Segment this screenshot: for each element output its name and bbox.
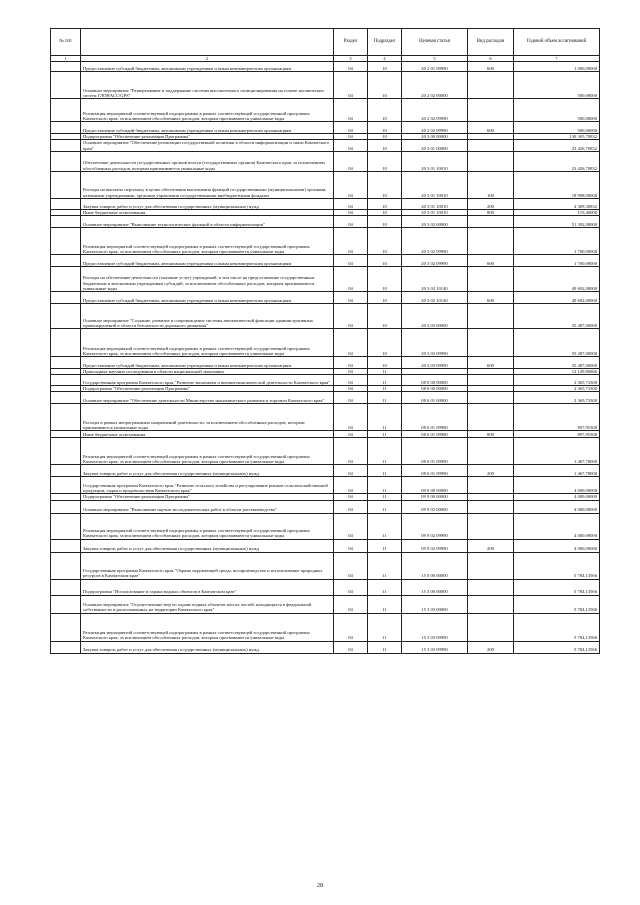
table-row	[51, 122, 600, 134]
row-num-cell	[51, 198, 81, 209]
row-target-cell: 09 9 02 09990	[402, 539, 468, 552]
row-expense-cell	[468, 513, 514, 539]
row-name-cell: Предоставление субсидий бюджетным, автономным учреждениям и иным некоммерческим организациям	[81, 357, 334, 369]
row-section-cell: 04	[334, 255, 368, 267]
row-section-cell: 04	[334, 216, 368, 228]
row-target-cell: 20 3 02 10140	[402, 267, 468, 292]
row-target-cell: 20 3 02 09990	[402, 228, 468, 255]
row-volume-cell: 49 692,00000	[514, 267, 600, 292]
row-section-cell: 04	[334, 539, 368, 552]
row-section-cell: 04	[334, 579, 368, 595]
row-volume-cell: 2 365,73300	[514, 375, 600, 386]
row-subsection-cell: 11	[368, 369, 402, 375]
row-expense-cell	[468, 140, 514, 151]
row-section-cell: 04	[334, 151, 368, 171]
row-volume-cell: 55 487,00000	[514, 304, 600, 329]
row-name-cell: Предоставление субсидий бюджетным, автономным учреждениям и иным некоммерческим организациям	[81, 292, 334, 304]
table-row	[51, 465, 600, 477]
row-target-cell: 08 6 01 09990	[402, 465, 468, 477]
table-row	[51, 552, 600, 579]
table-row	[51, 216, 600, 228]
row-expense-cell: 200	[468, 641, 514, 653]
row-expense-cell	[468, 477, 514, 494]
column-index: 4	[368, 56, 402, 62]
row-volume-cell: 55 487,00000	[514, 357, 600, 369]
row-expense-cell	[468, 595, 514, 613]
row-subsection-cell: 10	[368, 228, 402, 255]
row-target-cell: 20 2 02 09990	[402, 99, 468, 122]
row-target-cell: 20 3 03 09990	[402, 357, 468, 369]
row-section-cell: 04	[334, 513, 368, 539]
row-name-cell: Основное мероприятие "Обеспечение реализации государственной политики в области информатизации и связи Камчатского края"	[81, 140, 334, 151]
row-section-cell: 04	[334, 198, 368, 209]
row-num-cell	[51, 595, 81, 613]
row-volume-cell: 119,40000	[514, 209, 600, 215]
header-volume: Годовой объем ассигнований	[514, 29, 600, 56]
row-volume-cell: 49 692,00000	[514, 292, 600, 304]
row-volume-cell: 5 784,13566	[514, 641, 600, 653]
row-expense-cell	[468, 375, 514, 386]
table-row	[51, 438, 600, 465]
row-subsection-cell: 10	[368, 99, 402, 122]
row-subsection-cell: 10	[368, 72, 402, 99]
row-subsection-cell: 10	[368, 292, 402, 304]
row-subsection-cell: 11	[368, 579, 402, 595]
row-name-cell: Основное мероприятие "Развертывание и поддержание системы высокоточного позиционирования на основе космических систем ГЛОНАСС/GPS"	[81, 72, 334, 99]
row-num-cell	[51, 404, 81, 431]
table-row	[51, 392, 600, 404]
row-num-cell	[51, 539, 81, 552]
row-volume-cell: 897,95300	[514, 404, 600, 431]
row-section-cell: 04	[334, 386, 368, 392]
row-section-cell: 04	[334, 171, 368, 198]
row-section-cell: 04	[334, 209, 368, 215]
table-row	[51, 292, 600, 304]
row-expense-cell	[468, 151, 514, 171]
row-volume-cell: 4 000,00000	[514, 500, 600, 513]
row-name-cell: Расходы на обеспечение деятельности (оказание услуг) учреждений, в том числе на предоставление государственным бюджетным и автономным учреждениям субсидий, за исключением обособленных расходов, которым присваиваются уникальные коды	[81, 267, 334, 292]
row-volume-cell: 4 000,00000	[514, 539, 600, 552]
row-target-cell: 20 3 02 09990	[402, 255, 468, 267]
row-num-cell	[51, 357, 81, 369]
column-index: 6	[468, 56, 514, 62]
row-volume-cell: 2 365,73300	[514, 392, 600, 404]
row-target-cell: 20 3 01 10010	[402, 209, 468, 215]
table-row	[51, 99, 600, 122]
row-target-cell: 20 2 02 00000	[402, 72, 468, 99]
table-row	[51, 228, 600, 255]
row-num-cell	[51, 552, 81, 579]
row-section-cell: 04	[334, 641, 368, 653]
row-name-cell: Подпрограмма "Обеспечение реализации Программы"	[81, 134, 334, 140]
row-num-cell	[51, 122, 81, 134]
row-volume-cell: 23 426,70832	[514, 151, 600, 171]
row-subsection-cell: 10	[368, 171, 402, 198]
table-row	[51, 641, 600, 653]
row-volume-cell: 23 426,70832	[514, 140, 600, 151]
row-volume-cell: 5 784,13566	[514, 613, 600, 641]
row-target-cell: 15 0 00 00000	[402, 552, 468, 579]
header-expense: Вид расходов	[468, 29, 514, 56]
row-section-cell: 04	[334, 304, 368, 329]
row-expense-cell	[468, 267, 514, 292]
row-subsection-cell: 10	[368, 62, 402, 72]
row-target-cell: 20 3 01 10010	[402, 151, 468, 171]
row-name-cell: Обеспечение деятельности государственных органов власти (государственных органов) Камчатского края, за исключением обособленных расходов, которым присваиваются уникальные коды	[81, 151, 334, 171]
row-name-cell: Основное мероприятие "Выполнение технологических функций в области информатизации"	[81, 216, 334, 228]
column-index: 1	[51, 56, 81, 62]
table-row	[51, 62, 600, 72]
row-target-cell: 08 6 01 00000	[402, 392, 468, 404]
header-num: № п/п	[51, 29, 81, 56]
table-row	[51, 404, 600, 431]
row-section-cell: 04	[334, 613, 368, 641]
row-subsection-cell: 11	[368, 392, 402, 404]
row-name-cell: Основное мероприятие "Обеспечение деятельности Министерства экономического развития и торговли Камчатского края"	[81, 392, 334, 404]
row-expense-cell	[468, 392, 514, 404]
row-section-cell: 04	[334, 292, 368, 304]
row-subsection-cell: 10	[368, 255, 402, 267]
row-name-cell: Предоставление субсидий бюджетным, автономным учреждениям и иным некоммерческим организациям	[81, 122, 334, 134]
row-num-cell	[51, 513, 81, 539]
column-index: 2	[81, 56, 334, 62]
row-subsection-cell: 11	[368, 552, 402, 579]
row-volume-cell: 5 784,13566	[514, 579, 600, 595]
row-name-cell: Расходы в рамках непрограммных направлений деятельности, за исключением обособленных расходов, которым присваиваются уникальные коды	[81, 404, 334, 431]
row-num-cell	[51, 641, 81, 653]
row-name-cell: Реализация мероприятий соответствующей подпрограммы в рамках соответствующей государственной программы Камчатского края, за исключением обособленных расходов, которым присваиваются уникальные коды	[81, 99, 334, 122]
row-num-cell	[51, 465, 81, 477]
row-num-cell	[51, 431, 81, 438]
row-subsection-cell: 10	[368, 267, 402, 292]
row-num-cell	[51, 99, 81, 122]
row-subsection-cell: 10	[368, 357, 402, 369]
row-num-cell	[51, 140, 81, 151]
row-expense-cell	[468, 552, 514, 579]
table-row	[51, 267, 600, 292]
row-expense-cell: 200	[468, 465, 514, 477]
row-target-cell: 15 3 03 09990	[402, 613, 468, 641]
row-subsection-cell: 11	[368, 539, 402, 552]
row-volume-cell: 4 309,30832	[514, 198, 600, 209]
header-name	[81, 29, 334, 56]
table-row	[51, 255, 600, 267]
table-row	[51, 375, 600, 386]
row-volume-cell: 1 467,78000	[514, 465, 600, 477]
row-name-cell: Подпрограмма "Обеспечение реализации Программы"	[81, 494, 334, 500]
row-name-cell: Реализация мероприятий соответствующей подпрограммы в рамках соответствующей государственной программы Камчатского края, за исключением обособленных расходов, которым присваиваются уникальные коды	[81, 329, 334, 357]
row-section-cell: 04	[334, 392, 368, 404]
table-row	[51, 151, 600, 171]
row-volume-cell: 1 700,00000	[514, 228, 600, 255]
column-index: 7	[514, 56, 600, 62]
row-subsection-cell: 11	[368, 641, 402, 653]
row-subsection-cell: 11	[368, 438, 402, 465]
row-num-cell	[51, 292, 81, 304]
row-section-cell: 04	[334, 72, 368, 99]
row-volume-cell: 1 467,78000	[514, 438, 600, 465]
row-target-cell: 20 3 02 10140	[402, 292, 468, 304]
row-section-cell: 04	[334, 228, 368, 255]
column-index: 5	[402, 56, 468, 62]
row-section-cell: 04	[334, 404, 368, 431]
row-volume-cell: 500,00000	[514, 99, 600, 122]
table-row	[51, 613, 600, 641]
table-row	[51, 140, 600, 151]
row-subsection-cell: 11	[368, 375, 402, 386]
row-subsection-cell: 10	[368, 216, 402, 228]
row-section-cell: 04	[334, 500, 368, 513]
row-volume-cell: 2 365,73300	[514, 386, 600, 392]
row-target-cell: 08 6 01 09980	[402, 404, 468, 431]
row-num-cell	[51, 477, 81, 494]
row-volume-cell: 1 700,00000	[514, 255, 600, 267]
row-name-cell: Реализация мероприятий соответствующей подпрограммы в рамках соответствующей государственной программы Камчатского края, за исключением обособленных расходов, которым присваиваются уникальные коды	[81, 613, 334, 641]
row-name-cell: Закупка товаров, работ и услуг для обеспечения государственных (муниципальных) нужд	[81, 641, 334, 653]
row-expense-cell	[468, 579, 514, 595]
row-name-cell: Прикладные научные исследования в области национальной экономики	[81, 369, 334, 375]
row-expense-cell	[468, 329, 514, 357]
row-subsection-cell: 10	[368, 304, 402, 329]
row-section-cell: 04	[334, 552, 368, 579]
row-volume-cell: 55 487,00000	[514, 329, 600, 357]
row-target-cell: 15 3 03 00000	[402, 595, 468, 613]
row-name-cell: Закупка товаров, работ и услуг для обеспечения государственных (муниципальных) нужд	[81, 465, 334, 477]
row-subsection-cell: 10	[368, 134, 402, 140]
row-subsection-cell: 11	[368, 494, 402, 500]
row-expense-cell: 200	[468, 198, 514, 209]
row-subsection-cell: 11	[368, 431, 402, 438]
table-row	[51, 477, 600, 494]
row-name-cell: Иные бюджетные ассигнования	[81, 431, 334, 438]
row-target-cell: 20 3 01 10010	[402, 171, 468, 198]
table-body	[51, 62, 600, 653]
row-expense-cell: 600	[468, 62, 514, 72]
row-subsection-cell: 10	[368, 198, 402, 209]
row-name-cell: Расходы на выплаты персоналу в целях обеспечения выполнения функций государственными (муниципальными) органами, казенными учреждениями, органами управления государственными внебюджетными фондами	[81, 171, 334, 198]
row-name-cell: Иные бюджетные ассигнования	[81, 209, 334, 215]
row-num-cell	[51, 375, 81, 386]
row-target-cell: 09 9 02 09990	[402, 513, 468, 539]
row-target-cell: 09 0 00 00000	[402, 477, 468, 494]
row-num-cell	[51, 267, 81, 292]
row-num-cell	[51, 500, 81, 513]
row-target-cell: 08 6 00 00000	[402, 386, 468, 392]
row-expense-cell: 200	[468, 539, 514, 552]
row-section-cell: 04	[334, 375, 368, 386]
table-row	[51, 329, 600, 357]
row-section-cell: 04	[334, 477, 368, 494]
table-row	[51, 579, 600, 595]
row-name-cell: Закупка товаров, работ и услуг для обеспечения государственных (муниципальных) нужд	[81, 539, 334, 552]
row-name-cell: Основное мероприятие "Создание, развитие и сопровождение системы автоматической фиксации административных правонарушений в области безопасности дорожного движения"	[81, 304, 334, 329]
row-name-cell: Реализация мероприятий соответствующей подпрограммы в рамках соответствующей государственной программы Камчатского края, за исключением обособленных расходов, которым присваиваются уникальные коды	[81, 513, 334, 539]
row-name-cell: Предоставление субсидий бюджетным, автономным учреждениям и иным некоммерческим организациям	[81, 255, 334, 267]
row-volume-cell: 4 000,00000	[514, 513, 600, 539]
row-target-cell: 20 3 03 09990	[402, 329, 468, 357]
row-name-cell: Государственная программа Камчатского края "Развитие сельского хозяйства и регулирование рынков сельскохозяйственной продукции, сырья и продовольствия Камчатского края"	[81, 477, 334, 494]
row-volume-cell: 5 784,13566	[514, 552, 600, 579]
table-row	[51, 513, 600, 539]
table-header-row	[51, 29, 600, 56]
table-row	[51, 72, 600, 99]
row-name-cell: Основное мероприятие "Осуществление мер по охране водных объектов или их частей, находящихся в федеральной собственности и расположенных на территории Камчатского края"	[81, 595, 334, 613]
row-volume-cell: 5 784,13566	[514, 595, 600, 613]
row-target-cell: 15 3 03 09990	[402, 641, 468, 653]
row-expense-cell: 600	[468, 255, 514, 267]
row-volume-cell: 18 998,00000	[514, 171, 600, 198]
table-row	[51, 539, 600, 552]
row-name-cell: Государственная программа Камчатского края "Охрана окружающей среды, воспроизводство и использование природных ресурсов в Камчатском крае"	[81, 552, 334, 579]
row-expense-cell: 600	[468, 357, 514, 369]
row-num-cell	[51, 392, 81, 404]
row-num-cell	[51, 228, 81, 255]
row-num-cell	[51, 579, 81, 595]
row-num-cell	[51, 255, 81, 267]
row-name-cell: Закупка товаров, работ и услуг для обеспечения государственных (муниципальных) нужд	[81, 198, 334, 209]
row-expense-cell: 600	[468, 292, 514, 304]
row-num-cell	[51, 171, 81, 198]
row-target-cell: 09 9 02 00000	[402, 500, 468, 513]
row-volume-cell: 4 000,00000	[514, 494, 600, 500]
row-subsection-cell: 10	[368, 151, 402, 171]
table-row	[51, 171, 600, 198]
row-target-cell: 20 2 02 09990	[402, 122, 468, 134]
row-expense-cell: 800	[468, 431, 514, 438]
row-subsection-cell: 10	[368, 329, 402, 357]
row-target-cell: 20 3 00 00000	[402, 134, 468, 140]
row-section-cell: 04	[334, 369, 368, 375]
header-target: Целевая статья	[402, 29, 468, 56]
row-volume-cell: 51 392,00000	[514, 216, 600, 228]
row-volume-cell: 4 000,00000	[514, 477, 600, 494]
document-page	[50, 28, 599, 654]
row-name-cell: Реализация мероприятий соответствующей подпрограммы в рамках соответствующей государственной программы Камчатского края, за исключением обособленных расходов, которым присваиваются уникальные коды	[81, 228, 334, 255]
row-num-cell	[51, 613, 81, 641]
row-target-cell: 08 6 01 09990	[402, 438, 468, 465]
header-subsection: Подраздел	[368, 29, 402, 56]
row-name-cell: Реализация мероприятий соответствующей подпрограммы в рамках соответствующей государственной программы Камчатского края, за исключением обособленных расходов, которым присваиваются уникальные коды	[81, 438, 334, 465]
row-section-cell: 04	[334, 99, 368, 122]
row-name-cell: Основное мероприятие "Выполнение научно-исследовательских работ в области растениеводства"	[81, 500, 334, 513]
row-section-cell: 04	[334, 438, 368, 465]
row-volume-cell: 12 149,86866	[514, 369, 600, 375]
row-expense-cell	[468, 404, 514, 431]
row-expense-cell	[468, 72, 514, 99]
row-target-cell: 09 9 00 00000	[402, 494, 468, 500]
budget-table	[50, 28, 600, 654]
row-num-cell	[51, 151, 81, 171]
row-num-cell	[51, 438, 81, 465]
row-expense-cell: 800	[468, 209, 514, 215]
row-section-cell: 04	[334, 267, 368, 292]
table-row	[51, 595, 600, 613]
row-expense-cell	[468, 304, 514, 329]
table-row	[51, 198, 600, 209]
row-volume-cell: 1 000,00000	[514, 62, 600, 72]
row-subsection-cell: 11	[368, 595, 402, 613]
row-subsection-cell: 10	[368, 209, 402, 215]
row-section-cell: 04	[334, 62, 368, 72]
row-volume-cell: 130 305,70832	[514, 134, 600, 140]
table-row	[51, 357, 600, 369]
row-target-cell: 08 6 01 09980	[402, 431, 468, 438]
header-section: Раздел	[334, 29, 368, 56]
table-row	[51, 431, 600, 438]
row-name-cell: Предоставление субсидий бюджетным, автономным учреждениям и иным некоммерческим организациям	[81, 62, 334, 72]
row-volume-cell: 500,00000	[514, 72, 600, 99]
page-number: 28	[317, 883, 323, 889]
row-section-cell: 04	[334, 122, 368, 134]
row-subsection-cell: 11	[368, 404, 402, 431]
row-section-cell: 04	[334, 465, 368, 477]
row-section-cell: 04	[334, 431, 368, 438]
row-target-cell: 20 2 01 09990	[402, 62, 468, 72]
row-num-cell	[51, 216, 81, 228]
row-section-cell: 04	[334, 329, 368, 357]
row-expense-cell	[468, 99, 514, 122]
row-target-cell: 20 3 03 00000	[402, 304, 468, 329]
row-name-cell: Государственная программа Камчатского края "Развитие экономики и внешнеэкономической деятельности Камчатского края"	[81, 375, 334, 386]
row-expense-cell	[468, 228, 514, 255]
row-name-cell: Подпрограмма "Обеспечение реализации Программы"	[81, 386, 334, 392]
row-num-cell	[51, 329, 81, 357]
row-expense-cell: 100	[468, 171, 514, 198]
row-expense-cell	[468, 500, 514, 513]
row-expense-cell	[468, 216, 514, 228]
row-name-cell: Подпрограмма "Использование и охрана водных объектов в Камчатском крае"	[81, 579, 334, 595]
row-target-cell: 20 3 01 00000	[402, 140, 468, 151]
row-target-cell: 20 3 02 00000	[402, 216, 468, 228]
table-row	[51, 304, 600, 329]
row-subsection-cell: 10	[368, 140, 402, 151]
row-volume-cell: 500,00000	[514, 122, 600, 134]
row-expense-cell	[468, 438, 514, 465]
row-num-cell	[51, 62, 81, 72]
row-volume-cell: 897,95300	[514, 431, 600, 438]
row-subsection-cell: 11	[368, 477, 402, 494]
row-subsection-cell: 11	[368, 386, 402, 392]
row-subsection-cell: 11	[368, 465, 402, 477]
row-num-cell	[51, 72, 81, 99]
row-subsection-cell: 11	[368, 613, 402, 641]
column-index: 3	[334, 56, 368, 62]
row-subsection-cell: 10	[368, 122, 402, 134]
row-subsection-cell: 11	[368, 513, 402, 539]
row-section-cell: 04	[334, 494, 368, 500]
row-target-cell: 20 3 01 10010	[402, 198, 468, 209]
row-section-cell: 04	[334, 595, 368, 613]
row-target-cell: 08 0 00 00000	[402, 375, 468, 386]
row-section-cell: 04	[334, 140, 368, 151]
row-subsection-cell: 11	[368, 500, 402, 513]
row-expense-cell: 600	[468, 122, 514, 134]
row-num-cell	[51, 304, 81, 329]
row-section-cell: 04	[334, 134, 368, 140]
row-target-cell: 15 3 00 00000	[402, 579, 468, 595]
row-section-cell: 04	[334, 357, 368, 369]
row-expense-cell	[468, 613, 514, 641]
table-row	[51, 500, 600, 513]
